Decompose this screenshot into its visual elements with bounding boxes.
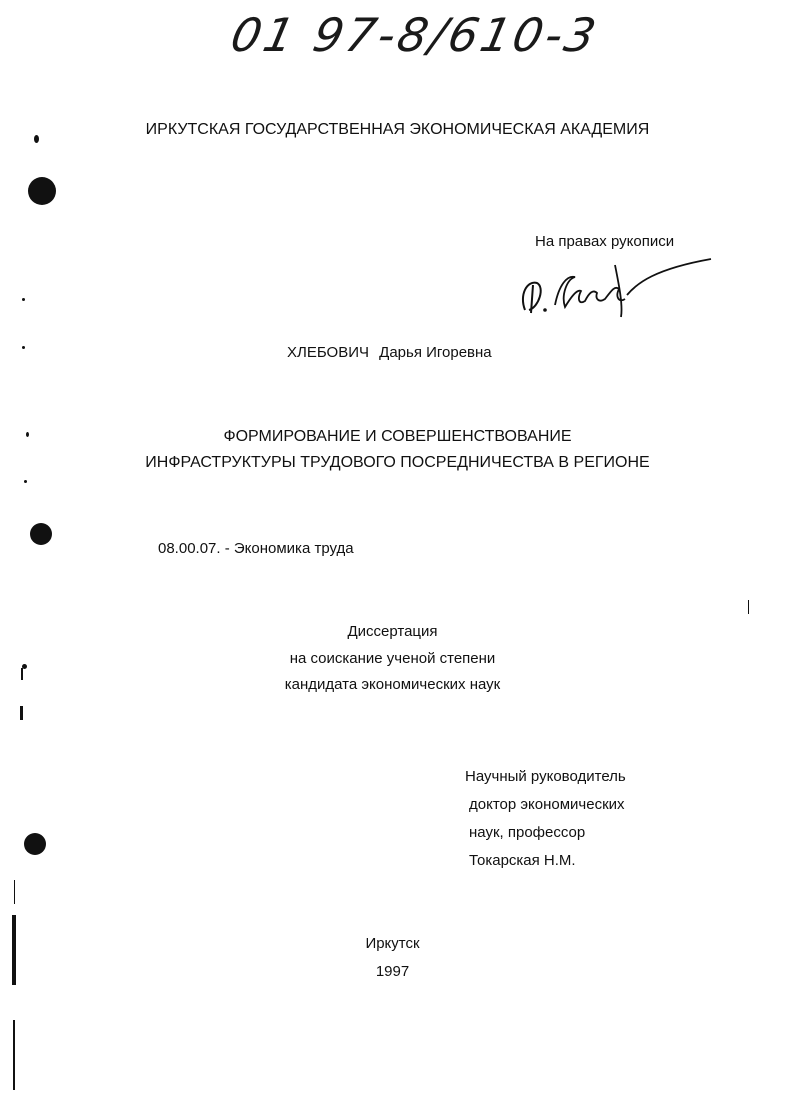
supervisor-line-3: наук, профессор [469, 824, 586, 841]
scan-mark [748, 600, 749, 614]
title-line-2: ИНФРАСТРУКТУРЫ ТРУДОВОГО ПОСРЕДНИЧЕСТВА В РЕГИОНЕ [145, 454, 650, 471]
scan-blot [28, 177, 56, 205]
degree-line-1: Диссертация [347, 623, 438, 640]
supervisor-line-2: доктор экономических [469, 796, 625, 813]
scan-mark [21, 668, 23, 680]
punch-hole [24, 833, 46, 855]
scan-speck [26, 432, 29, 437]
scan-mark [20, 706, 23, 720]
supervisor-line-4: Токарская Н.М. [469, 852, 576, 869]
author-surname: ХЛЕБОВИЧ [287, 344, 369, 361]
degree-line-2: на соискание ученой степени [289, 650, 496, 667]
dissertation-title [0, 428, 795, 472]
specialty-code: 08.00.07. - Экономика труда [158, 540, 354, 557]
supervisor-block [465, 763, 626, 875]
punch-hole [30, 523, 52, 545]
archive-code-handwritten: 01 97-8/610-3 [226, 8, 604, 62]
author-name [287, 344, 492, 361]
scan-speck [34, 135, 39, 143]
signature-graphic [515, 255, 715, 325]
place-and-year [0, 930, 785, 986]
scan-speck [22, 346, 25, 349]
scan-speck [22, 298, 25, 301]
scan-edge-mark [13, 1020, 15, 1090]
author-signature [515, 255, 715, 325]
supervisor-line-1: Научный руководитель [465, 768, 626, 785]
scan-edge-mark [14, 880, 15, 904]
city: Иркутск [365, 935, 420, 952]
year: 1997 [375, 963, 410, 980]
scan-speck [24, 480, 27, 483]
manuscript-rights-note: На правах рукописи [535, 233, 675, 250]
author-given-names: Дарья Игоревна [379, 344, 492, 361]
degree-line-3: кандидата экономических наук [284, 676, 501, 693]
institution-name: ИРКУТСКАЯ ГОСУДАРСТВЕННАЯ ЭКОНОМИЧЕСКАЯ АКАДЕМИЯ [145, 121, 650, 138]
title-line-1: ФОРМИРОВАНИЕ И СОВЕРШЕНСТВОВАНИЕ [223, 428, 572, 445]
scan-edge-mark [12, 915, 16, 985]
degree-block [0, 623, 785, 693]
